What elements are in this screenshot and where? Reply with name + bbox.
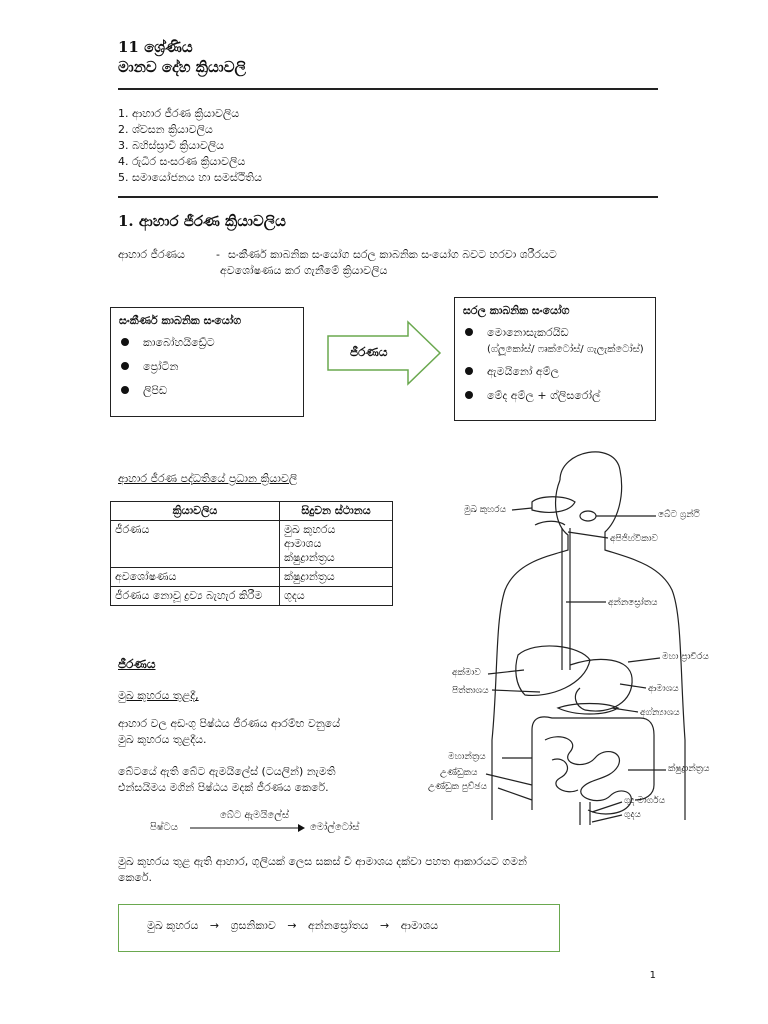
diagram-label: බේට ග්‍රන්ථි bbox=[658, 510, 700, 520]
label-leader bbox=[486, 774, 532, 785]
table-cell: ගුදය bbox=[280, 587, 393, 606]
diagram-label: ගුදය bbox=[624, 810, 641, 820]
food-path bbox=[147, 919, 438, 933]
path-step: මුඛ කුහරය bbox=[147, 919, 199, 932]
diagram-label: ගුද මාර්ගය bbox=[624, 796, 666, 806]
table-cell: ජීරණය bbox=[111, 521, 280, 568]
table-cell: මුඛ කුහරය ආමාශය ක්ෂුද්‍රාන්ත්‍රය bbox=[280, 521, 393, 568]
toc-item: 4. රුධිර සංසරණ ක්‍රියාවලිය bbox=[118, 155, 246, 168]
path-step: ග්‍රසනිකාව bbox=[230, 919, 276, 932]
rectum-shape bbox=[580, 802, 590, 825]
list-item: මොනොසැකරයිඩ bbox=[463, 326, 647, 340]
diagram-label: උණ්ඩුක පුච්ඡය bbox=[428, 782, 487, 792]
list-item-note: (ග්ලූකෝස්/ ෆෘක්ටෝස්/ ගැලැක්ටෝස්) bbox=[487, 344, 644, 355]
list-item: ප්‍රෝටීන bbox=[119, 360, 295, 374]
arrow-right-icon: → bbox=[380, 919, 390, 932]
list-item: මේද අම්ල + ග්ලිසරෝල් bbox=[463, 389, 647, 403]
paragraph: ආහාර වල අඩංගු පිෂ්ඨය ජීරණය ආරම්භ වනුයේ මුඛ කුහරය තුළදීය. bbox=[118, 717, 341, 746]
definition-term: ආහාර ජීරණය bbox=[118, 248, 185, 261]
bullet-icon bbox=[121, 338, 129, 346]
body-outline-shape bbox=[492, 480, 568, 820]
salivary-gland-shape bbox=[580, 511, 596, 521]
box-title: සංකීර්ණ කාබනික සංයෝග bbox=[119, 314, 242, 327]
diagram-label: මුඛ කුහරය bbox=[464, 505, 507, 515]
label-leader bbox=[592, 802, 622, 812]
digestion-heading: ජීරණය bbox=[118, 657, 156, 671]
list-item: ඇමයිනෝ අම්ල bbox=[463, 365, 647, 379]
diagram-label: උණ්ඩුකය bbox=[440, 768, 478, 778]
toc-item: 1. ආහාර ජීරණ ක්‍රියාවලිය bbox=[118, 107, 240, 120]
table-header-row bbox=[111, 502, 393, 521]
path-step: අන්නස්‍රෝතය bbox=[308, 919, 369, 932]
diagram-label: ක්ෂුද්‍රාන්ත්‍රය bbox=[668, 764, 710, 774]
toc-item: 2. ශ්වසන ක්‍රියාවලිය bbox=[118, 123, 213, 136]
table-row bbox=[111, 568, 393, 587]
table-caption: ආහාර ජීරණ පද්ධතියේ ප්‍රධාන ක්‍රියාවලි bbox=[118, 472, 298, 485]
box-title: සරල කාබනික සංයෝග bbox=[463, 304, 570, 317]
list-item: කාබෝහයිඩ්‍රේට bbox=[119, 336, 295, 350]
paragraph: බේටයේ ඇති බේට ඇමයිලේස් (ටයලින්) නැමති එන්සයිමය මගින් පිෂ්ඨය මදක් ජීරණය කෙරේ. bbox=[118, 765, 336, 794]
diagram-label: මහාන්ත්‍රය bbox=[448, 752, 486, 762]
process-table bbox=[110, 501, 393, 606]
liver-shape bbox=[516, 646, 590, 695]
toc-item: 5. සමායෝජනය හා සමස්ථිතිය bbox=[118, 171, 263, 184]
food-path-box bbox=[118, 904, 560, 952]
bullet-icon bbox=[465, 367, 473, 375]
complex-compounds-box bbox=[110, 307, 304, 417]
reaction-product: මෝල්ටෝස් bbox=[310, 822, 360, 833]
table-of-contents bbox=[118, 106, 262, 186]
grade-heading: 11 ශ්‍රේණිය bbox=[118, 38, 193, 56]
subject-heading: මානව දේහ ක්‍රියාවලි bbox=[118, 58, 246, 76]
definition-line: සංකීර්ණ කාබනික සංයෝග සරල කාබනික සංයෝග බවට හරවා ශරීරයට bbox=[228, 248, 557, 261]
simple-compounds-box bbox=[454, 297, 656, 421]
toc-item: 3. බහිස්ස්‍රාවී ක්‍රියාවලිය bbox=[118, 139, 225, 152]
reaction-substrate: පිෂ්ටය bbox=[150, 822, 178, 833]
mouth-shape bbox=[532, 497, 575, 513]
label-leader bbox=[512, 508, 532, 510]
section-title: 1. ආහාර ජීරණ ක්‍රියාවලිය bbox=[118, 212, 286, 230]
table-row bbox=[111, 521, 393, 568]
label-leader bbox=[620, 684, 646, 688]
table-cell: ක්ෂුද්‍රාන්ත්‍රය bbox=[280, 568, 393, 587]
arrow-label: ජීරණය bbox=[350, 345, 388, 359]
bullet-icon bbox=[465, 391, 473, 399]
arrow-right-icon: → bbox=[287, 919, 297, 932]
list-item: ලිපිඩ bbox=[119, 384, 295, 398]
paragraph: මුඛ කුහරය තුළ ඇති ආහාර, ගුලියක් ලෙස සකස් වී ආමාශය දක්වා පහත ආකාරයට ගමන් කෙරේ. bbox=[118, 855, 527, 884]
diagram-label: මහා ප්‍රාචීරය bbox=[662, 652, 709, 662]
page-number: 1 bbox=[649, 970, 656, 981]
divider bbox=[118, 196, 658, 198]
column-header: ක්‍රියාවලිය bbox=[111, 502, 280, 521]
divider bbox=[118, 88, 658, 90]
tongue-shape bbox=[535, 521, 565, 525]
definition-dash: - bbox=[216, 248, 220, 261]
diagram-label: අපිජිහ්විකාව bbox=[610, 534, 659, 544]
path-step: ආමාශය bbox=[400, 919, 439, 932]
bullet-icon bbox=[465, 328, 473, 336]
diagram-label: පිත්තාශය bbox=[452, 686, 489, 696]
diagram-label: ආමාශය bbox=[648, 684, 679, 694]
label-leader bbox=[488, 670, 524, 674]
label-leader bbox=[592, 815, 622, 822]
reaction-enzyme: බේට ඇමයිලේස් bbox=[220, 810, 290, 821]
table-cell: අවශෝෂණය bbox=[111, 568, 280, 587]
column-header: සිදුවන ස්ථානය bbox=[280, 502, 393, 521]
label-leader bbox=[612, 708, 638, 712]
table-row bbox=[111, 587, 393, 606]
label-leader bbox=[628, 658, 660, 662]
mouth-subheading: මුඛ කුහරය තුළදී, bbox=[118, 689, 199, 702]
bullet-icon bbox=[121, 386, 129, 394]
digestive-system-diagram bbox=[440, 440, 760, 830]
small-intestine-shape bbox=[545, 737, 631, 814]
label-leader bbox=[568, 532, 608, 538]
arrow-right-icon: → bbox=[209, 919, 220, 932]
diagram-label: අක්මාව bbox=[452, 668, 481, 678]
label-leader bbox=[498, 788, 532, 800]
table-cell: ජීරණය නොවූ ද්‍රව්‍ය බැහැර කිරීම bbox=[111, 587, 280, 606]
label-leader bbox=[492, 690, 540, 692]
definition-line: අවශෝෂණය කර ගැනීමේ ක්‍රියාවලිය bbox=[220, 264, 388, 277]
diagram-label: අන්නස්‍රෝතය bbox=[608, 598, 658, 608]
diagram-label: අග්න්‍යාශය bbox=[640, 708, 680, 718]
reaction-arrow-icon bbox=[188, 822, 306, 834]
bullet-icon bbox=[121, 362, 129, 370]
